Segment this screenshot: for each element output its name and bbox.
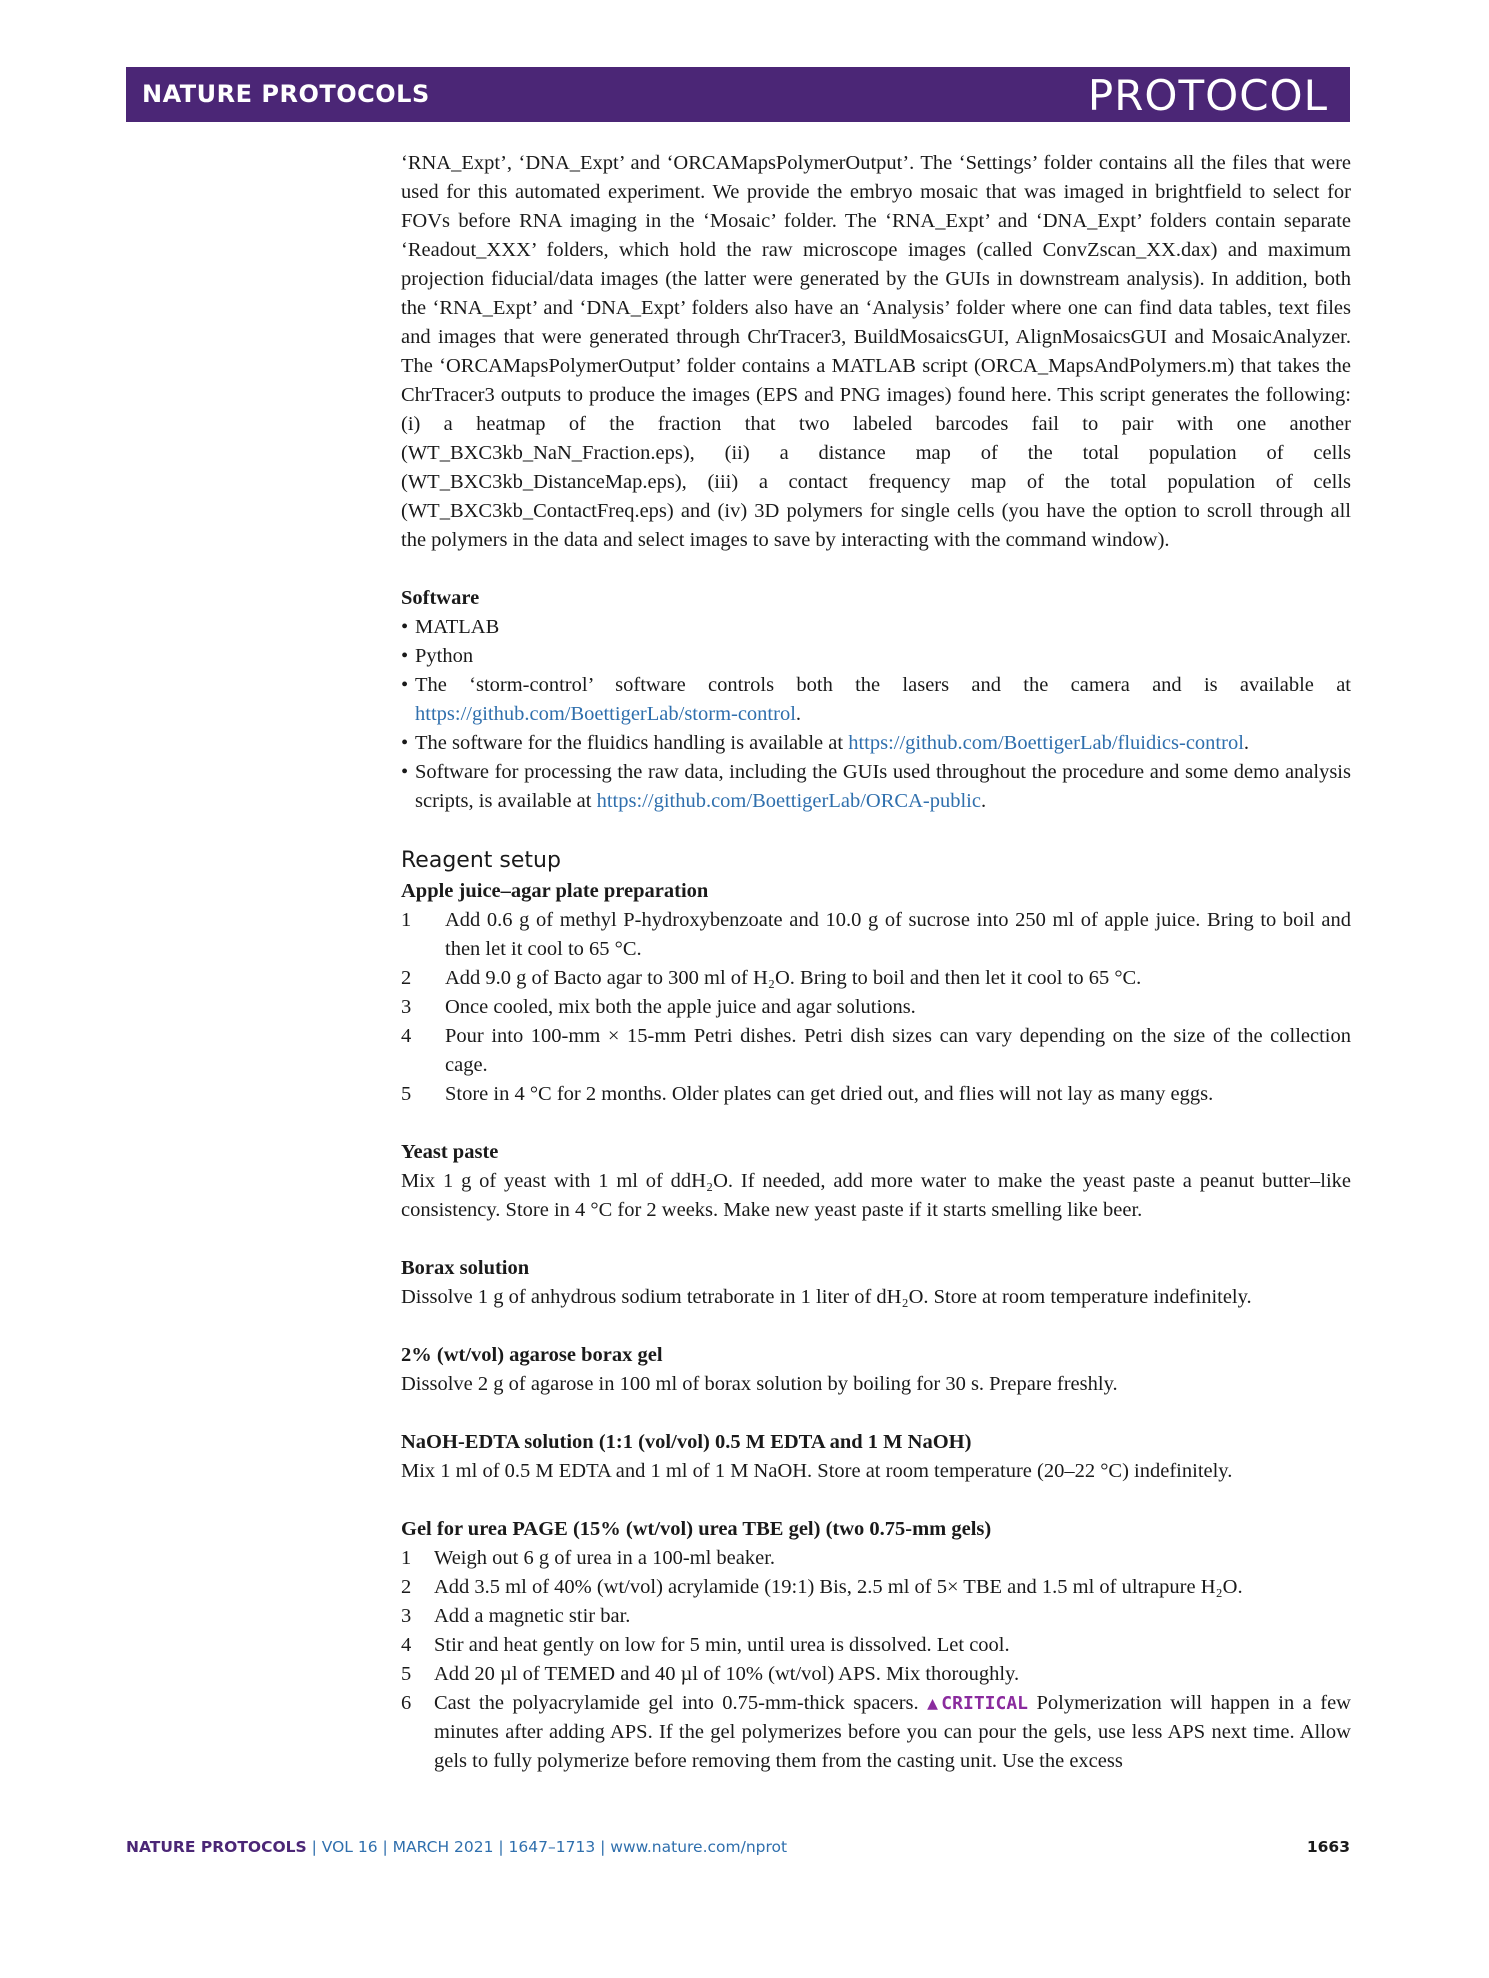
intro-paragraph: ‘RNA_Expt’, ‘DNA_Expt’ and ‘ORCAMapsPolymerOutput’. The ‘Settings’ folder contains all the files that were used for this automated experiment. We provide the embryo mosaic that was imaged in brightfield to select for FOVs before RNA imaging in the ‘Mosaic’ folder. The ‘RNA_Expt’ and ‘DNA_Expt’ folders contain separate ‘Readout_XXX’ folders, which hold the raw microscope images (called ConvZscan_XX.dax) and maximum projection fiducial/data images (the latter were generated by the GUIs in downstream analysis). In addition, both the ‘RNA_Expt’ and ‘DNA_Expt’ folders also have an ‘Analysis’ folder where one can find data tables, text files and images that were generated through ChrTracer3, BuildMosaicsGUI, AlignMosaicsGUI and MosaicAnalyzer. The ‘ORCAMapsPolymerOutput’ folder contains a MATLAB script (ORCA_MapsAndPolymers.m) that takes the ChrTracer3 outputs to produce the images (EPS and PNG images) found here. This script generates the following: (i) a heatmap of the fraction that two labeled barcodes fail to pair with one another (WT_BXC3kb_NaN_Fraction.eps), (ii) a distance map of the total population of cells (WT_BXC3kb_DistanceMap.eps), (iii) a contact frequency map of the total population of cells (WT_BXC3kb_ContactFreq.eps) and (iv) 3D polymers for single cells (you have the option to scroll through all the polymers in the data and select images to save by interacting with the command window).	[401, 152, 1351, 551]
list-item: • Software for processing the raw data, including the GUIs used throughout the procedure and some demo analysis scripts, is available at https://github.com/BoettigerLab/ORCA-public.	[401, 758, 1351, 816]
list-item: 4 Stir and heat gently on low for 5 min, until urea is dissolved. Let cool.	[401, 1634, 1010, 1656]
list-item: 3 Add a magnetic stir bar.	[401, 1605, 631, 1627]
critical-label: ▲CRITICAL	[927, 1693, 1029, 1714]
list-item: 5 Add 20 µl of TEMED and 40 µl of 10% (wt/vol) APS. Mix thoroughly.	[401, 1663, 1020, 1685]
journal-name: NATURE PROTOCOLS	[142, 80, 430, 108]
storm-control-link[interactable]: https://github.com/BoettigerLab/storm-control	[415, 703, 796, 725]
borax-heading: Borax solution	[401, 1257, 530, 1279]
apple-juice-heading: Apple juice–agar plate preparation	[401, 880, 709, 902]
urea-gel-steps	[401, 1544, 1351, 1776]
borax-text: Dissolve 1 g of anhydrous sodium tetraborate in 1 liter of dH₂O. Store at room temperature indefinitely.	[401, 1286, 1252, 1308]
list-item: 2 Add 3.5 ml of 40% (wt/vol) acrylamide (19:1) Bis, 2.5 ml of 5× TBE and 1.5 ml of ultrapure H₂O.	[401, 1576, 1243, 1598]
journal-banner	[126, 67, 1350, 122]
list-item: • Python	[401, 642, 1351, 671]
list-item: • MATLAB	[401, 613, 1351, 642]
footer-citation: | VOL 16 | MARCH 2021 | 1647–1713 |	[306, 1838, 611, 1856]
reagent-setup-heading: Reagent setup	[401, 848, 561, 873]
apple-juice-steps	[401, 906, 1351, 1109]
orca-public-link[interactable]: https://github.com/BoettigerLab/ORCA-public	[596, 790, 981, 812]
naoh-text: Mix 1 ml of 0.5 M EDTA and 1 ml of 1 M NaOH. Store at room temperature (20–22 °C) indefinitely.	[401, 1460, 1233, 1482]
list-item: 1 Add 0.6 g of methyl P-hydroxybenzoate and 10.0 g of sucrose into 250 ml of apple juice. Bring to boil and then let it cool to 65 °C.	[401, 909, 1351, 960]
page-number: 1663	[1306, 1838, 1350, 1856]
list-item: 5 Store in 4 °C for 2 months. Older plates can get dried out, and flies will not lay as many eggs.	[401, 1083, 1214, 1105]
list-item: 1 Weigh out 6 g of urea in a 100-ml beaker.	[401, 1547, 776, 1569]
fluidics-control-link[interactable]: https://github.com/BoettigerLab/fluidics-control	[848, 732, 1244, 754]
software-heading: Software	[401, 587, 480, 609]
list-item: 2 Add 9.0 g of Bacto agar to 300 ml of H₂O. Bring to boil and then let it cool to 65 °C.	[401, 967, 1142, 989]
list-item: • The ‘storm-control’ software controls both the lasers and the camera and is available at https://github.com/BoettigerLab/storm-control.	[401, 671, 1351, 729]
naoh-heading: NaOH-EDTA solution (1:1 (vol/vol) 0.5 M EDTA and 1 M NaOH)	[401, 1431, 972, 1453]
footer-journal: NATURE PROTOCOLS	[126, 1838, 307, 1856]
agarose-text: Dissolve 2 g of agarose in 100 ml of borax solution by boiling for 30 s. Prepare freshly.	[401, 1373, 1118, 1395]
page-footer	[126, 1838, 1350, 1856]
list-item: 3 Once cooled, mix both the apple juice and agar solutions.	[401, 996, 916, 1018]
page-content	[401, 149, 1351, 1776]
software-list	[401, 613, 1351, 816]
list-item: 4 Pour into 100-mm × 15-mm Petri dishes. Petri dish sizes can vary depending on the size of the collection cage.	[401, 1025, 1351, 1076]
urea-gel-heading: Gel for urea PAGE (15% (wt/vol) urea TBE gel) (two 0.75-mm gels)	[401, 1518, 992, 1540]
list-item: 6 Cast the polyacrylamide gel into 0.75-mm-thick spacers. ▲CRITICAL Polymerization will happen in a few minutes after adding APS. If the gel polymerizes before you can pour the gels, use less APS next time. Allow gels to fully polymerize before removing them from the casting unit. Use the excess	[401, 1692, 1351, 1772]
agarose-heading: 2% (wt/vol) agarose borax gel	[401, 1344, 663, 1366]
yeast-text: Mix 1 g of yeast with 1 ml of ddH₂O. If needed, add more water to make the yeast paste a peanut butter–like consistency. Store in 4 °C for 2 weeks. Make new yeast paste if it starts smelling like beer.	[401, 1170, 1351, 1221]
footer-url[interactable]: www.nature.com/nprot	[610, 1838, 788, 1856]
list-item: • The software for the fluidics handling is available at https://github.com/BoettigerLab/fluidics-control.	[401, 729, 1351, 758]
yeast-heading: Yeast paste	[401, 1141, 499, 1163]
article-type: PROTOCOL	[1087, 71, 1328, 120]
